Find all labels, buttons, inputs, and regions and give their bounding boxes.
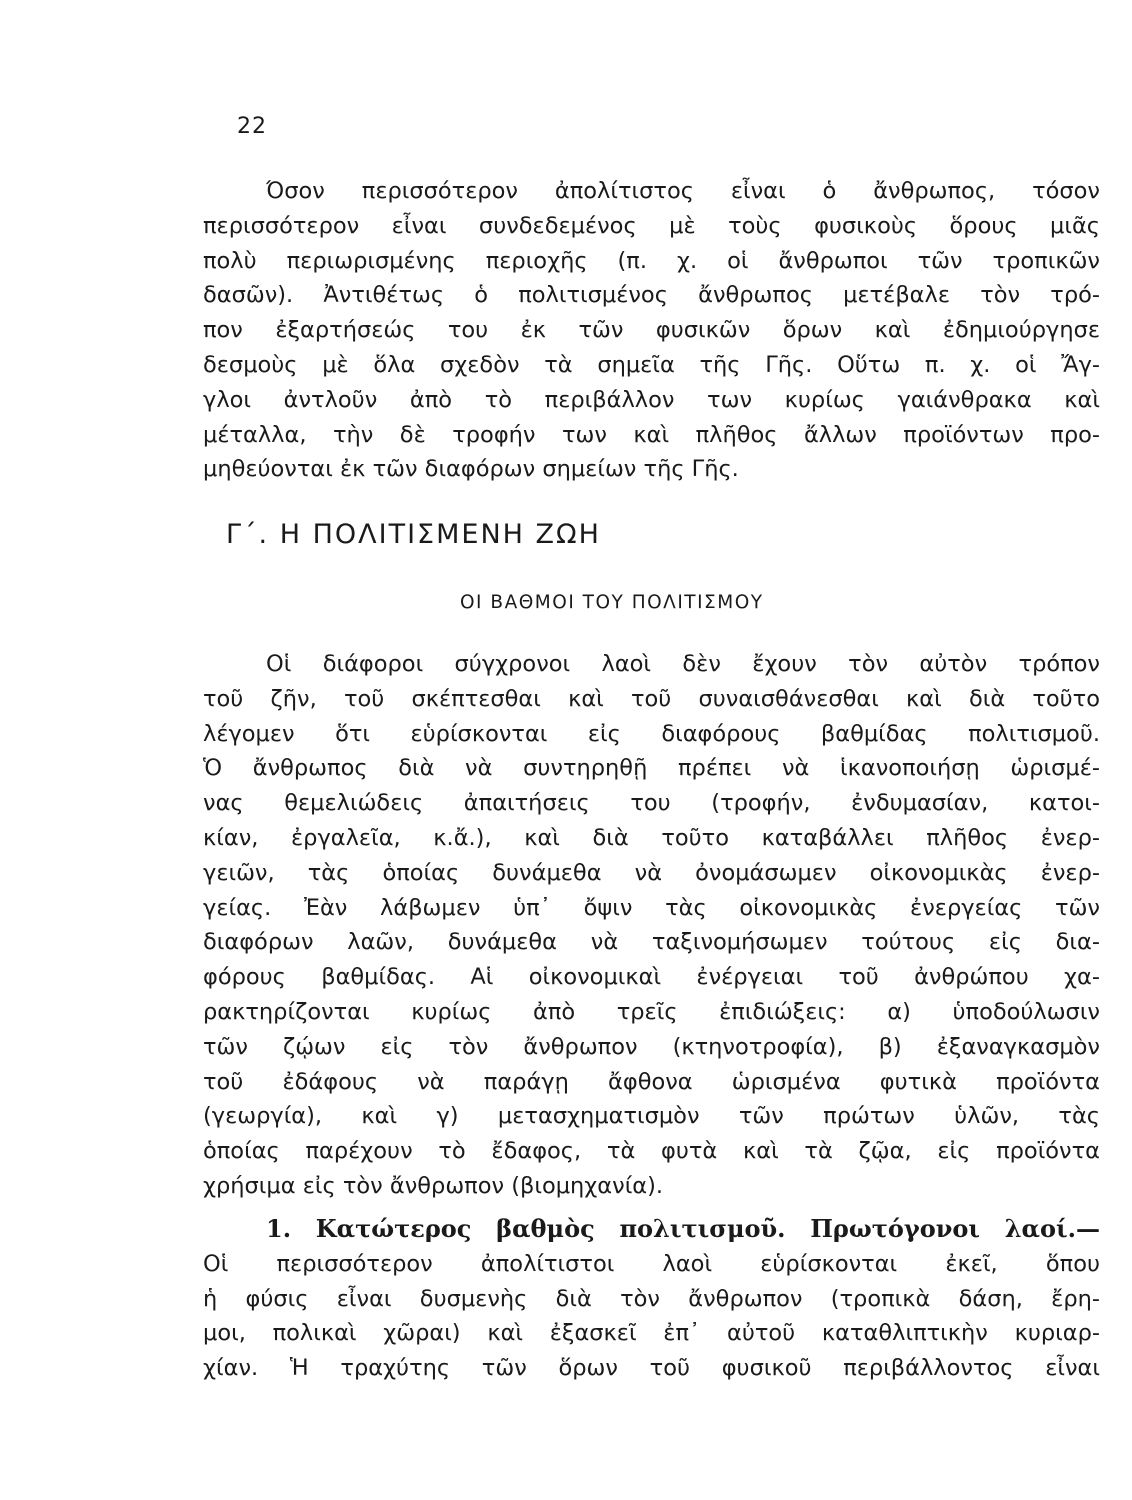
- text-line: Οἱ περισσότερον ἀπολίτιστοι λαοὶ εὑρίσκονται ἐκεῖ, ὅπου: [203, 1250, 1100, 1277]
- text-line: ἡ φύσις εἶναι δυσμενὴς διὰ τὸν ἄνθρωπον (τροπικὰ δάση, ἔρη-: [203, 1285, 1100, 1312]
- text-line: πον ἐξαρτήσεώς του ἐκ τῶν φυσικῶν ὅρων καὶ ἐδημιούργησε: [203, 317, 1100, 344]
- text-line: περισσότερον εἶναι συνδεδεμένος μὲ τοὺς φυσικοὺς ὅρους μιᾶς: [203, 212, 1100, 239]
- text-line: μέταλλα, τὴν δὲ τροφήν των καὶ πλῆθος ἄλλων προϊόντων προ-: [203, 421, 1100, 448]
- text-line: ρακτηρίζονται κυρίως ἀπὸ τρεῖς ἐπιδιώξεις: α) ὑποδούλωσιν: [203, 998, 1100, 1025]
- text-line: λέγομεν ὅτι εὑρίσκονται εἰς διαφόρους βαθμίδας πολιτισμοῦ.: [203, 720, 1100, 747]
- text-line: (γεωργία), καὶ γ) μετασχηματισμὸν τῶν πρώτων ὑλῶν, τὰς: [203, 1103, 1100, 1130]
- page-number: 22: [237, 114, 267, 139]
- text-line: κίαν, ἐργαλεῖα, κ.ἄ.), καὶ διὰ τοῦτο καταβάλλει πλῆθος ἐνερ-: [203, 824, 1100, 851]
- text-line: Ὁ ἄνθρωπος διὰ νὰ συντηρηθῇ πρέπει νὰ ἱκανοποιήσῃ ὡρισμέ-: [203, 755, 1100, 782]
- text-line: μοι, πολικαὶ χῶραι) καὶ ἐξασκεῖ ἐπ᾿ αὐτοῦ καταθλιπτικὴν κυριαρ-: [203, 1320, 1100, 1347]
- paragraph-primitive-peoples: [203, 1212, 1100, 1386]
- text-line: τοῦ ἐδάφους νὰ παράγῃ ἄφθονα ὡρισμένα φυτικὰ προϊόντα: [203, 1068, 1100, 1095]
- text-line: γειῶν, τὰς ὁποίας δυνάμεθα νὰ ὀνομάσωμεν οἰκονομικὰς ἐνερ-: [203, 859, 1100, 886]
- text-line: Οἱ διάφοροι σύγχρονοι λαοὶ δὲν ἔχουν τὸν αὐτὸν τρόπον: [266, 651, 1100, 677]
- text-line: [203, 1212, 1100, 1247]
- text-line: διαφόρων λαῶν, δυνάμεθα νὰ ταξινομήσωμεν τούτους εἰς δια-: [203, 929, 1100, 956]
- subsection-title: 1. Κατώτερος βαθμὸς πολιτισμοῦ. Πρωτόγονοι λαοί.—: [266, 1214, 1100, 1243]
- text-line: γείας. Ἐὰν λάβωμεν ὑπ᾿ ὄψιν τὰς οἰκονομικὰς ἐνεργείας τῶν: [203, 894, 1100, 921]
- text-line: χίαν. Ἡ τραχύτης τῶν ὅρων τοῦ φυσικοῦ περιβάλλοντος εἶναι: [203, 1355, 1100, 1382]
- text-line: πολὺ περιωρισμένης περιοχῆς (π. χ. οἱ ἄνθρωποι τῶν τροπικῶν: [203, 247, 1100, 274]
- text-line: ὁποίας παρέχουν τὸ ἔδαφος, τὰ φυτὰ καὶ τὰ ζῷα, εἰς προϊόντα: [203, 1138, 1100, 1165]
- text-line: νας θεμελιώδεις ἀπαιτήσεις του (τροφήν, ἐνδυμασίαν, κατοι-: [203, 790, 1100, 817]
- section-heading: Γ΄. Η ΠΟΛΙΤΙΣΜΕΝΗ ΖΩΗ: [226, 519, 601, 550]
- paragraph-intro: [203, 174, 1100, 487]
- text-line: Όσον περισσότερον ἀπολίτιστος εἶναι ὁ ἄνθρωπος, τόσον: [266, 178, 1100, 204]
- text-line: τῶν ζῴων εἰς τὸν ἄνθρωπον (κτηνοτροφία), β) ἐξαναγκασμὸν: [203, 1033, 1100, 1060]
- paragraph-degrees: [203, 647, 1100, 1204]
- text-line: τοῦ ζῆν, τοῦ σκέπτεσθαι καὶ τοῦ συναισθάνεσθαι καὶ διὰ τοῦτο: [203, 685, 1100, 712]
- sub-heading: ΟΙ ΒΑΘΜΟΙ ΤΟΥ ΠΟΛΙΤΙΣΜΟΥ: [460, 592, 764, 613]
- text-line: δεσμοὺς μὲ ὅλα σχεδὸν τὰ σημεῖα τῆς Γῆς. Οὕτω π. χ. οἱ Ἄγ-: [203, 351, 1100, 378]
- text-line: χρήσιμα εἰς τὸν ἄνθρωπον (βιομηχανία).: [203, 1172, 664, 1199]
- text-line: γλοι ἀντλοῦν ἀπὸ τὸ περιβάλλον των κυρίως γαιάνθρακα καὶ: [203, 386, 1100, 413]
- text-line: μηθεύονται ἐκ τῶν διαφόρων σημείων τῆς Γῆς.: [203, 456, 739, 483]
- text-line: φόρους βαθμίδας. Αἱ οἰκονομικαὶ ἐνέργειαι τοῦ ἀνθρώπου χα-: [203, 964, 1100, 991]
- text-line: δασῶν). Ἀντιθέτως ὁ πολιτισμένος ἄνθρωπος μετέβαλε τὸν τρό-: [203, 282, 1100, 309]
